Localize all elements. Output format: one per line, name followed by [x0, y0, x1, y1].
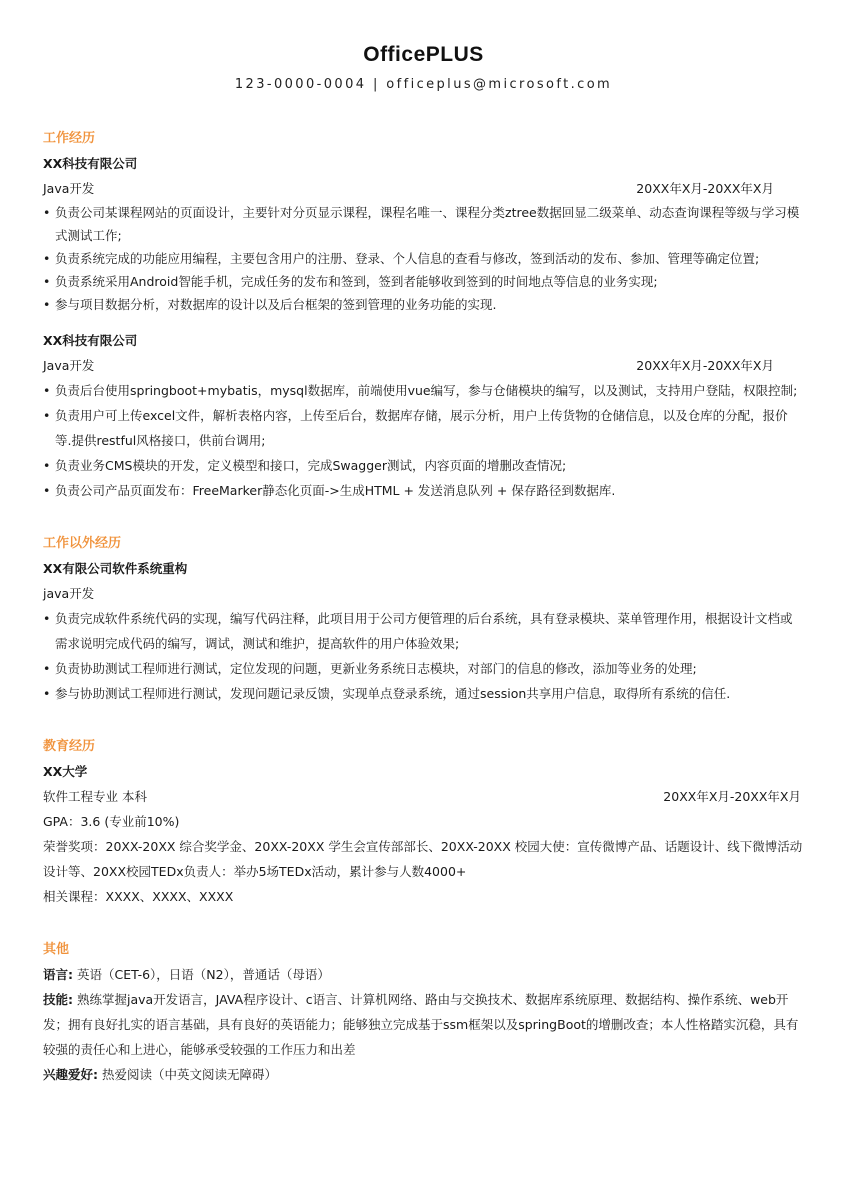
- bullet-item: • 负责系统采用Android智能手机，完成任务的发布和签到，签到者能够收到签到的时间地点等信息的业务实现;: [43, 270, 804, 293]
- education-meta: [43, 784, 804, 809]
- education-section: [43, 734, 804, 909]
- bullet-item: • 参与项目数据分析，对数据库的设计以及后台框架的签到管理的业务功能的实现.: [43, 293, 804, 316]
- language-line: [43, 962, 804, 987]
- major: 软件工程专业 本科: [43, 789, 147, 804]
- job-bullets: [43, 201, 804, 316]
- skills-label: 技能:: [43, 992, 73, 1007]
- outside-section-title: 工作以外经历: [43, 536, 122, 551]
- job-entry: [43, 328, 804, 503]
- education-section-title: 教育经历: [43, 739, 96, 754]
- language-label: 语言:: [43, 967, 73, 982]
- hobby-value: 热爱阅读（中英文阅读无障碍）: [101, 1067, 277, 1082]
- job-entry: [43, 151, 804, 316]
- job-meta: [43, 176, 804, 201]
- bullet-item: • 负责用户可上传excel文件，解析表格内容，上传至后台，数据库存储，展示分析，用户上传货物的仓储信息，以及仓库的分配，报价等.提供restful风格接口，供前台调用;: [43, 403, 804, 453]
- outside-section: [43, 531, 804, 706]
- bullet-item: • 负责业务CMS模块的开发，定义模型和接口，完成Swagger测试，内容页面的增删改查情况;: [43, 453, 804, 478]
- contact-info: 123-0000-0004 | officeplus@microsoft.com: [234, 77, 613, 92]
- hobby-line: [43, 1062, 804, 1087]
- bullet-item: • 负责公司产品页面发布：FreeMarker静态化页面->生成HTML + 发送消息队列 + 保存路径到数据库.: [43, 478, 804, 503]
- job-meta: [43, 353, 804, 378]
- job-company: XX科技有限公司: [43, 156, 138, 171]
- skills-value: 熟练掌握java开发语言，JAVA程序设计、c语言、计算机网络、路由与交换技术、数据库系统原理、数据结构、操作系统、web开发；拥有良好扎实的语言基础，具有良好的英语能力；能够独立完成基于ssm框架以及springBoot的增删改查；本人性格踏实沉稳，具有较强的责任心和上进心，能够承受较强的工作压力和出差: [43, 992, 799, 1057]
- job-company: XX科技有限公司: [43, 333, 138, 348]
- bullet-item: • 负责公司某课程网站的页面设计，主要针对分页显示课程，课程名唯一、课程分类ztree数据回显二级菜单、动态查询课程等级与学习模式测试工作;: [43, 201, 804, 247]
- job-date: 20XX年X月-20XX年X月: [636, 181, 774, 196]
- bullet-item: • 负责系统完成的功能应用编程，主要包含用户的注册、登录、个人信息的查看与修改，签到活动的发布、参加、管理等确定位置;: [43, 247, 804, 270]
- work-section: [43, 126, 804, 503]
- hobby-label: 兴趣爱好:: [43, 1067, 98, 1082]
- candidate-name: OfficePLUS: [363, 43, 484, 66]
- other-section: [43, 937, 804, 1087]
- job-bullets: [43, 378, 804, 503]
- skills-line: [43, 987, 804, 1062]
- job-date: 20XX年X月-20XX年X月: [636, 358, 774, 373]
- project-role: java开发: [43, 586, 95, 601]
- bullet-item: • 负责后台使用springboot+mybatis，mysql数据库，前端使用vue编写，参与仓储模块的编写，以及测试，支持用户登陆，权限控制;: [43, 378, 804, 403]
- bullet-item: • 负责完成软件系统代码的实现，编写代码注释，此项目用于公司方便管理的后台系统，具有登录模块、菜单管理作用，根据设计文档或需求说明完成代码的编写，调试，测试和维护，提高软件的用户体验效果;: [43, 606, 804, 656]
- bullet-item: • 负责协助测试工程师进行测试，定位发现的问题，更新业务系统日志模块，对部门的信息的修改，添加等业务的处理;: [43, 656, 804, 681]
- project-bullets: [43, 606, 804, 706]
- bullet-item: • 参与协助测试工程师进行测试，发现问题记录反馈，实现单点登录系统，通过session共享用户信息，取得所有系统的信任.: [43, 681, 804, 706]
- school-name: XX大学: [43, 764, 88, 779]
- work-section-title: 工作经历: [43, 131, 96, 146]
- courses: 相关课程：XXXX、XXXX、XXXX: [43, 889, 234, 904]
- honors: 荣誉奖项：20XX-20XX 综合奖学金、20XX-20XX 学生会宣传部部长、20XX-20XX 校园大使：宣传微博产品、话题设计、线下微博活动设计等、20XX校园TEDx负责人：举办5场TEDx活动，累计参与人数4000+: [43, 839, 803, 879]
- education-date: 20XX年X月-20XX年X月: [663, 789, 801, 804]
- gpa: GPA：3.6 (专业前10%): [43, 814, 180, 829]
- job-role: Java开发: [43, 181, 95, 196]
- project-name: XX有限公司软件系统重构: [43, 561, 188, 576]
- job-role: Java开发: [43, 358, 95, 373]
- other-section-title: 其他: [43, 942, 70, 957]
- language-value: 英语（CET-6），日语（N2），普通话（母语）: [76, 967, 330, 982]
